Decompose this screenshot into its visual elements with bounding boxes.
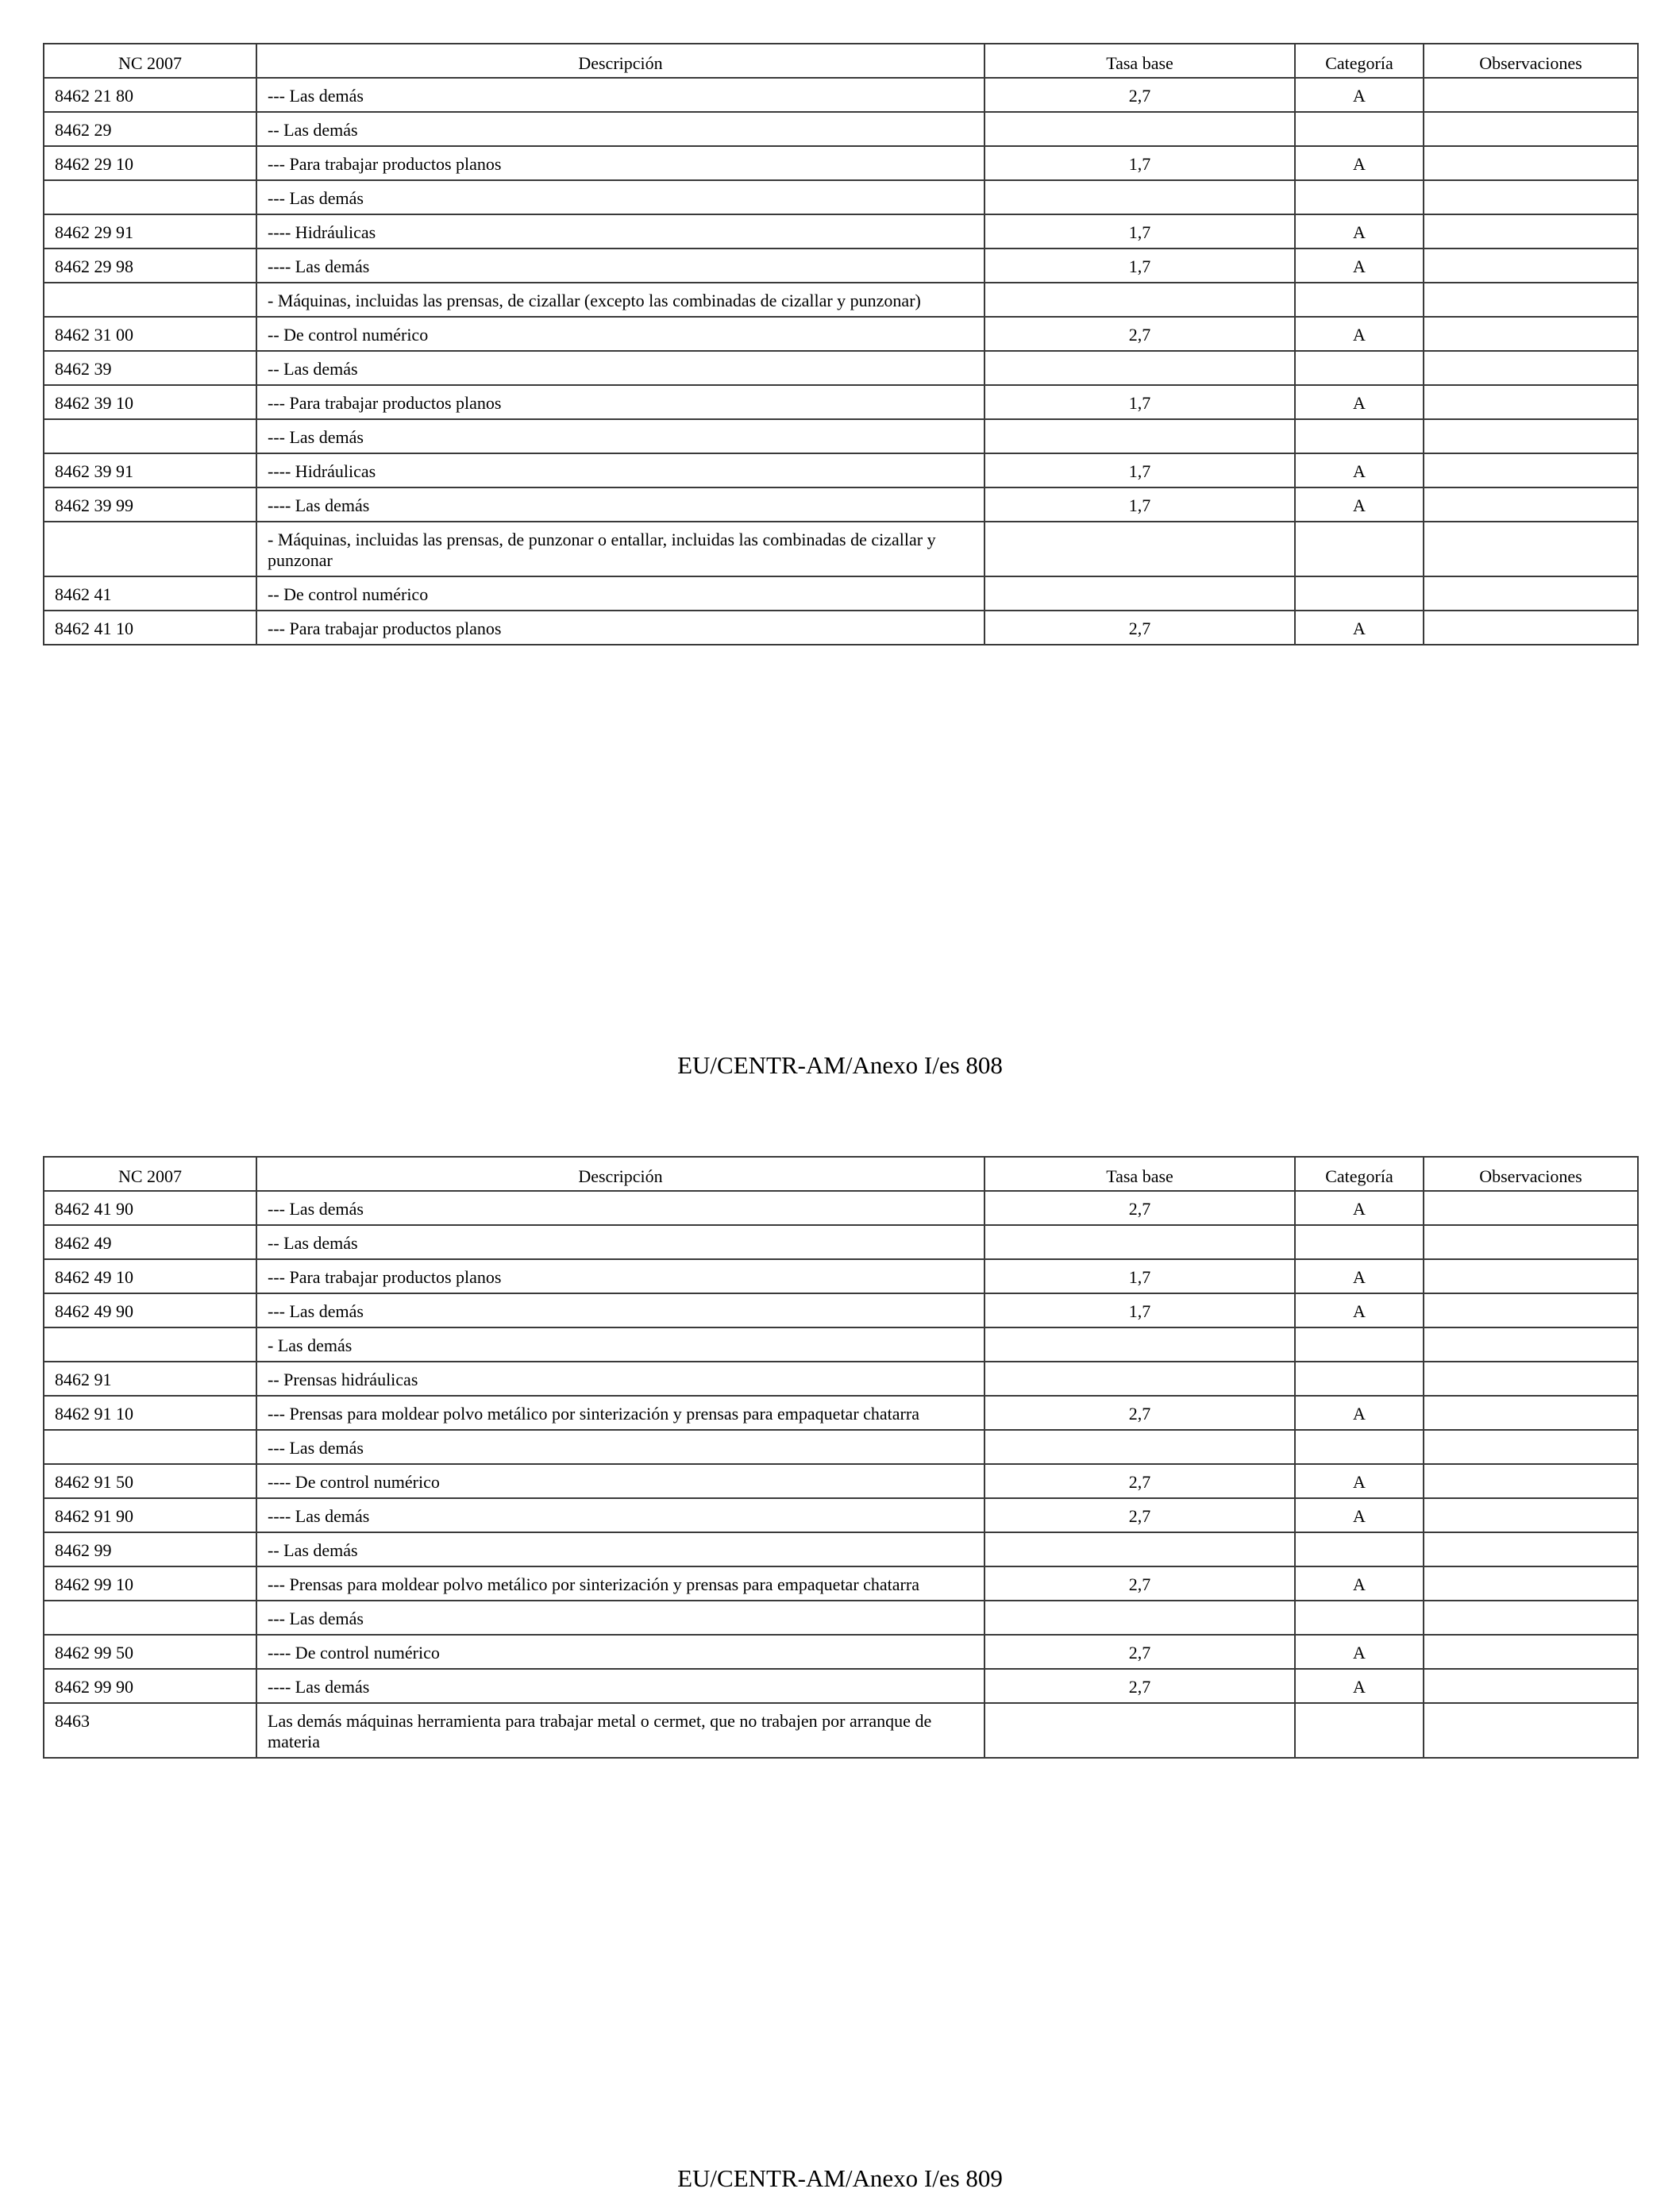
table-row xyxy=(44,385,1638,419)
header-rate: Tasa base xyxy=(984,44,1295,78)
cell-observations xyxy=(1424,146,1638,180)
cell-code: 8462 29 91 xyxy=(44,214,256,249)
cell-code xyxy=(44,1430,256,1464)
table-row xyxy=(44,112,1638,146)
cell-description: --- Para trabajar productos planos xyxy=(256,385,984,419)
cell-observations xyxy=(1424,1430,1638,1464)
cell-observations xyxy=(1424,1362,1638,1396)
cell-description: ---- Las demás xyxy=(256,249,984,283)
cell-category: A xyxy=(1295,1464,1424,1498)
cell-category: A xyxy=(1295,1259,1424,1293)
cell-rate: 2,7 xyxy=(984,1191,1295,1225)
table-row xyxy=(44,1362,1638,1396)
table-row xyxy=(44,351,1638,385)
cell-code: 8462 99 10 xyxy=(44,1566,256,1601)
cell-description: --- Las demás xyxy=(256,419,984,453)
cell-rate xyxy=(984,1703,1295,1758)
cell-rate xyxy=(984,283,1295,317)
cell-category: A xyxy=(1295,1669,1424,1703)
cell-rate: 2,7 xyxy=(984,78,1295,112)
header-observations: Observaciones xyxy=(1424,1157,1638,1191)
cell-code: 8462 99 xyxy=(44,1532,256,1566)
cell-description: -- Las demás xyxy=(256,351,984,385)
cell-observations xyxy=(1424,1601,1638,1635)
table-row xyxy=(44,146,1638,180)
cell-code: 8462 29 xyxy=(44,112,256,146)
cell-rate: 1,7 xyxy=(984,1293,1295,1327)
table-row xyxy=(44,1396,1638,1430)
table-row xyxy=(44,317,1638,351)
table-header-row xyxy=(44,1157,1638,1191)
cell-code: 8462 99 50 xyxy=(44,1635,256,1669)
table-row xyxy=(44,1259,1638,1293)
cell-code: 8462 41 90 xyxy=(44,1191,256,1225)
cell-category xyxy=(1295,522,1424,576)
table-row xyxy=(44,180,1638,214)
cell-observations xyxy=(1424,453,1638,487)
cell-observations xyxy=(1424,1293,1638,1327)
cell-category xyxy=(1295,1362,1424,1396)
cell-observations xyxy=(1424,1498,1638,1532)
cell-rate: 2,7 xyxy=(984,1669,1295,1703)
cell-category: A xyxy=(1295,214,1424,249)
cell-code: 8462 41 xyxy=(44,576,256,611)
table-body xyxy=(44,1191,1638,1758)
cell-observations xyxy=(1424,1191,1638,1225)
table-body xyxy=(44,78,1638,645)
cell-description: -- Las demás xyxy=(256,1532,984,1566)
cell-observations xyxy=(1424,1669,1638,1703)
cell-rate xyxy=(984,1327,1295,1362)
cell-category: A xyxy=(1295,1635,1424,1669)
cell-category xyxy=(1295,1327,1424,1362)
cell-category: A xyxy=(1295,611,1424,645)
cell-rate xyxy=(984,351,1295,385)
cell-rate xyxy=(984,1532,1295,1566)
cell-code xyxy=(44,283,256,317)
cell-category: A xyxy=(1295,385,1424,419)
cell-observations xyxy=(1424,1464,1638,1498)
cell-code: 8462 91 xyxy=(44,1362,256,1396)
cell-rate xyxy=(984,1430,1295,1464)
table-row xyxy=(44,576,1638,611)
cell-category xyxy=(1295,283,1424,317)
cell-observations xyxy=(1424,78,1638,112)
cell-description: -- Prensas hidráulicas xyxy=(256,1362,984,1396)
table-row xyxy=(44,249,1638,283)
cell-code: 8462 49 10 xyxy=(44,1259,256,1293)
cell-observations xyxy=(1424,522,1638,576)
cell-observations xyxy=(1424,180,1638,214)
tariff-table-page-809 xyxy=(43,1156,1639,1759)
cell-category xyxy=(1295,1601,1424,1635)
header-rate: Tasa base xyxy=(984,1157,1295,1191)
cell-description: --- Prensas para moldear polvo metálico por sinterización y prensas para empaquetar chatarra xyxy=(256,1566,984,1601)
cell-description: --- Prensas para moldear polvo metálico por sinterización y prensas para empaquetar chatarra xyxy=(256,1396,984,1430)
cell-rate xyxy=(984,1225,1295,1259)
cell-category: A xyxy=(1295,78,1424,112)
cell-code: 8462 49 xyxy=(44,1225,256,1259)
cell-observations xyxy=(1424,112,1638,146)
cell-category: A xyxy=(1295,317,1424,351)
cell-observations xyxy=(1424,487,1638,522)
cell-description: ---- Las demás xyxy=(256,1498,984,1532)
cell-description: ---- Hidráulicas xyxy=(256,453,984,487)
cell-description: --- Para trabajar productos planos xyxy=(256,611,984,645)
cell-description: --- Las demás xyxy=(256,1601,984,1635)
table-row xyxy=(44,1191,1638,1225)
cell-description: --- Las demás xyxy=(256,180,984,214)
cell-category xyxy=(1295,112,1424,146)
cell-description: Las demás máquinas herramienta para trabajar metal o cermet, que no trabajen por arranque de materia xyxy=(256,1703,984,1758)
header-code: NC 2007 xyxy=(44,44,256,78)
cell-code: 8462 29 98 xyxy=(44,249,256,283)
cell-observations xyxy=(1424,611,1638,645)
cell-observations xyxy=(1424,419,1638,453)
cell-rate xyxy=(984,419,1295,453)
cell-code: 8462 39 xyxy=(44,351,256,385)
cell-category: A xyxy=(1295,249,1424,283)
table-row xyxy=(44,1327,1638,1362)
cell-category: A xyxy=(1295,146,1424,180)
cell-code: 8463 xyxy=(44,1703,256,1758)
cell-code: 8462 49 90 xyxy=(44,1293,256,1327)
table-row xyxy=(44,1464,1638,1498)
table-row xyxy=(44,78,1638,112)
cell-rate xyxy=(984,180,1295,214)
cell-rate: 1,7 xyxy=(984,1259,1295,1293)
cell-category: A xyxy=(1295,1396,1424,1430)
table-row xyxy=(44,1532,1638,1566)
cell-category xyxy=(1295,1703,1424,1758)
header-category: Categoría xyxy=(1295,1157,1424,1191)
table-row xyxy=(44,1498,1638,1532)
cell-observations xyxy=(1424,1566,1638,1601)
cell-description: ---- De control numérico xyxy=(256,1635,984,1669)
header-code: NC 2007 xyxy=(44,1157,256,1191)
cell-observations xyxy=(1424,1703,1638,1758)
table-row xyxy=(44,487,1638,522)
cell-description: --- Las demás xyxy=(256,78,984,112)
cell-description: --- Para trabajar productos planos xyxy=(256,146,984,180)
cell-rate xyxy=(984,576,1295,611)
table-row xyxy=(44,1635,1638,1669)
cell-category: A xyxy=(1295,1498,1424,1532)
cell-category xyxy=(1295,419,1424,453)
table-row xyxy=(44,1566,1638,1601)
cell-description: --- Las demás xyxy=(256,1191,984,1225)
cell-rate: 2,7 xyxy=(984,611,1295,645)
cell-description: --- Las demás xyxy=(256,1430,984,1464)
cell-description: --- Para trabajar productos planos xyxy=(256,1259,984,1293)
cell-category xyxy=(1295,1430,1424,1464)
table-row xyxy=(44,1601,1638,1635)
cell-description: -- De control numérico xyxy=(256,576,984,611)
page-footer-808: EU/CENTR-AM/Anexo I/es 808 xyxy=(677,1051,1003,1079)
cell-rate: 2,7 xyxy=(984,1566,1295,1601)
table-row xyxy=(44,611,1638,645)
cell-observations xyxy=(1424,1225,1638,1259)
cell-observations xyxy=(1424,249,1638,283)
header-description: Descripción xyxy=(256,44,984,78)
cell-observations xyxy=(1424,351,1638,385)
cell-description: --- Las demás xyxy=(256,1293,984,1327)
cell-description: ---- Las demás xyxy=(256,487,984,522)
cell-category xyxy=(1295,180,1424,214)
cell-description: ---- Las demás xyxy=(256,1669,984,1703)
header-observations: Observaciones xyxy=(1424,44,1638,78)
cell-rate: 2,7 xyxy=(984,1635,1295,1669)
cell-category xyxy=(1295,1532,1424,1566)
cell-description: ---- Hidráulicas xyxy=(256,214,984,249)
cell-code: 8462 91 50 xyxy=(44,1464,256,1498)
cell-category xyxy=(1295,351,1424,385)
cell-observations xyxy=(1424,283,1638,317)
cell-code xyxy=(44,180,256,214)
header-category: Categoría xyxy=(1295,44,1424,78)
cell-description: ---- De control numérico xyxy=(256,1464,984,1498)
cell-rate: 2,7 xyxy=(984,1396,1295,1430)
cell-category: A xyxy=(1295,487,1424,522)
cell-category: A xyxy=(1295,1191,1424,1225)
cell-observations xyxy=(1424,1635,1638,1669)
cell-code xyxy=(44,1601,256,1635)
cell-description: -- De control numérico xyxy=(256,317,984,351)
cell-observations xyxy=(1424,214,1638,249)
cell-code: 8462 99 90 xyxy=(44,1669,256,1703)
cell-rate: 1,7 xyxy=(984,487,1295,522)
cell-rate: 2,7 xyxy=(984,317,1295,351)
cell-rate: 2,7 xyxy=(984,1464,1295,1498)
cell-code: 8462 91 10 xyxy=(44,1396,256,1430)
table-row xyxy=(44,1703,1638,1758)
cell-description: - Máquinas, incluidas las prensas, de cizallar (excepto las combinadas de cizallar y punzonar) xyxy=(256,283,984,317)
cell-code: 8462 39 91 xyxy=(44,453,256,487)
table-row xyxy=(44,1293,1638,1327)
cell-observations xyxy=(1424,1259,1638,1293)
table-row xyxy=(44,453,1638,487)
cell-code: 8462 91 90 xyxy=(44,1498,256,1532)
cell-code: 8462 41 10 xyxy=(44,611,256,645)
table-row xyxy=(44,522,1638,576)
cell-rate: 1,7 xyxy=(984,146,1295,180)
cell-rate: 1,7 xyxy=(984,214,1295,249)
page-footer-809: EU/CENTR-AM/Anexo I/es 809 xyxy=(677,2164,1003,2192)
cell-category: A xyxy=(1295,1566,1424,1601)
cell-description: - Las demás xyxy=(256,1327,984,1362)
table-row xyxy=(44,214,1638,249)
cell-description: -- Las demás xyxy=(256,112,984,146)
cell-rate xyxy=(984,1601,1295,1635)
cell-description: - Máquinas, incluidas las prensas, de punzonar o entallar, incluidas las combinadas de cizallar y punzonar xyxy=(256,522,984,576)
cell-code: 8462 39 99 xyxy=(44,487,256,522)
table-row xyxy=(44,1225,1638,1259)
table-row xyxy=(44,1669,1638,1703)
cell-category xyxy=(1295,576,1424,611)
table-row xyxy=(44,1430,1638,1464)
cell-rate: 1,7 xyxy=(984,249,1295,283)
header-description: Descripción xyxy=(256,1157,984,1191)
cell-category xyxy=(1295,1225,1424,1259)
cell-rate: 1,7 xyxy=(984,385,1295,419)
cell-code xyxy=(44,522,256,576)
cell-description: -- Las demás xyxy=(256,1225,984,1259)
table-header-row xyxy=(44,44,1638,78)
cell-observations xyxy=(1424,1327,1638,1362)
cell-rate: 1,7 xyxy=(984,453,1295,487)
cell-rate xyxy=(984,522,1295,576)
cell-code xyxy=(44,419,256,453)
cell-category: A xyxy=(1295,453,1424,487)
cell-code: 8462 29 10 xyxy=(44,146,256,180)
table-row xyxy=(44,419,1638,453)
cell-category: A xyxy=(1295,1293,1424,1327)
cell-observations xyxy=(1424,317,1638,351)
cell-code: 8462 39 10 xyxy=(44,385,256,419)
cell-code: 8462 21 80 xyxy=(44,78,256,112)
cell-rate xyxy=(984,1362,1295,1396)
cell-rate xyxy=(984,112,1295,146)
cell-code xyxy=(44,1327,256,1362)
cell-observations xyxy=(1424,576,1638,611)
cell-code: 8462 31 00 xyxy=(44,317,256,351)
cell-rate: 2,7 xyxy=(984,1498,1295,1532)
cell-observations xyxy=(1424,1532,1638,1566)
cell-observations xyxy=(1424,385,1638,419)
tariff-table-page-808 xyxy=(43,43,1639,645)
table-row xyxy=(44,283,1638,317)
cell-observations xyxy=(1424,1396,1638,1430)
